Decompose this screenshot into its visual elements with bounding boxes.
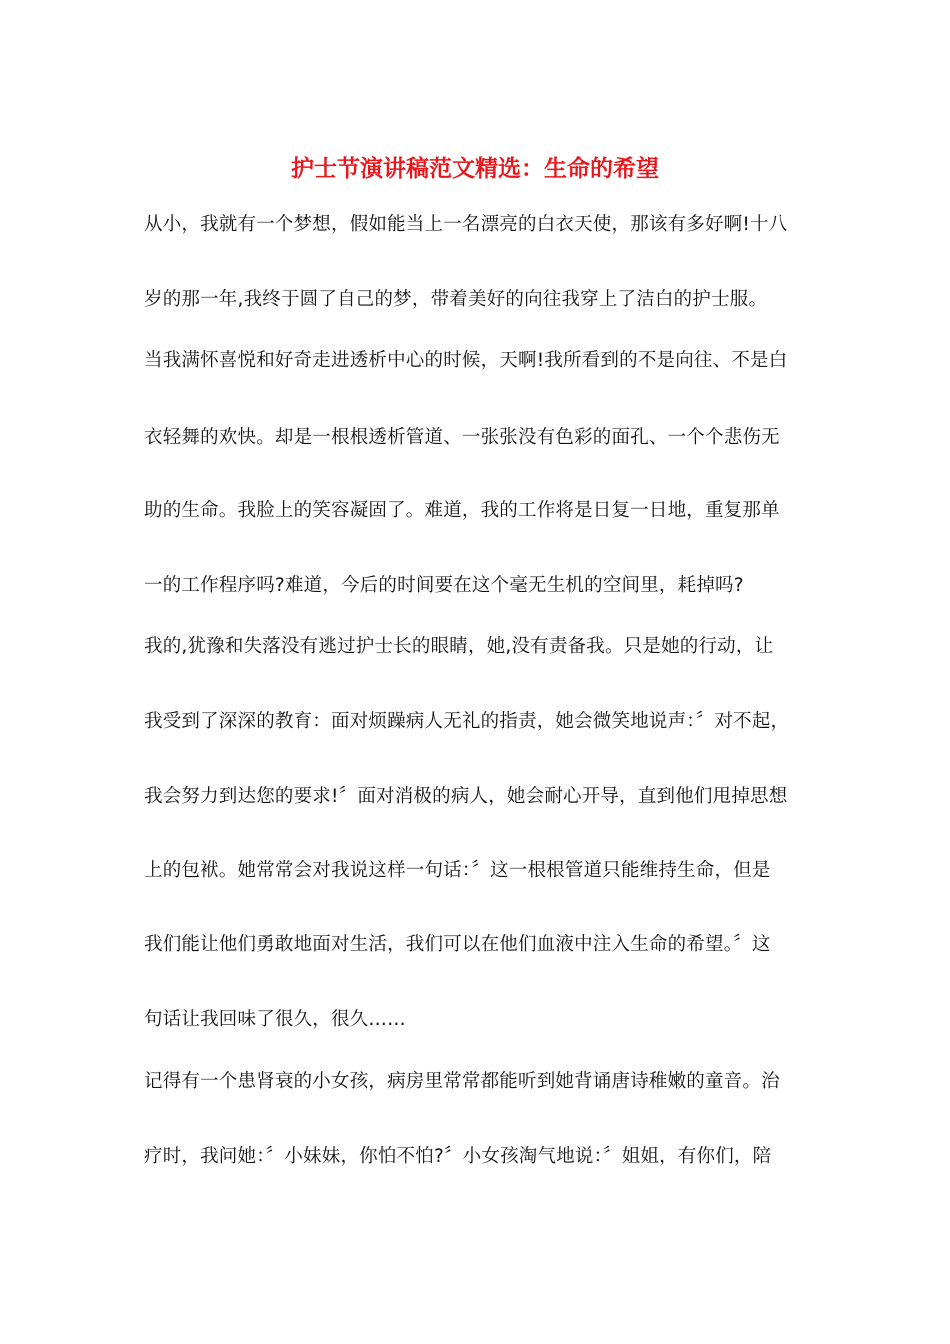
- body-line: 我会努力到达您的要求!〞面对消极的病人，她会耐心开导，直到他们甩掉思想: [144, 786, 788, 807]
- body-line: 我们能让他们勇敢地面对生活，我们可以在他们血液中注入生命的希望。〞这: [144, 934, 771, 955]
- body-line: 疗时，我问她：〞小妹妹，你怕不怕?〞小女孩淘气地说：〞姐姐，有你们，陪: [144, 1146, 772, 1167]
- body-line: 上的包袱。她常常会对我说这样一句话：〞这一根根管道只能维持生命，但是: [144, 860, 771, 881]
- body-line: 助的生命。我脸上的笑容凝固了。难道，我的工作将是日复一日地，重复那单: [144, 500, 780, 521]
- body-line: 从小，我就有一个梦想，假如能当上一名漂亮的白衣天使，那该有多好啊!十八: [144, 214, 788, 235]
- body-line: 衣轻舞的欢快。却是一根根透析管道、一张张没有色彩的面孔、一个个悲伤无: [144, 427, 780, 448]
- body-line: 岁的那一年,我终于圆了自己的梦，带着美好的向往我穿上了洁白的护士服。: [144, 289, 768, 310]
- document-title: 护士节演讲稿范文精选：生命的希望: [291, 155, 659, 182]
- body-line: 句话让我回味了很久，很久……: [144, 1009, 406, 1030]
- body-line: 我受到了深深的教育：面对烦躁病人无礼的指责，她会微笑地说声：〞对不起，: [144, 711, 790, 732]
- body-line: 记得有一个患肾衰的小女孩，病房里常常都能听到她背诵唐诗稚嫩的童音。治: [144, 1071, 780, 1092]
- body-line: 一的工作程序吗?难道，今后的时间要在这个毫无生机的空间里，耗掉吗?: [144, 575, 744, 596]
- body-line: 我的,犹豫和失落没有逃过护士长的眼睛，她,没有责备我。只是她的行动，让: [144, 636, 774, 657]
- body-line: 当我满怀喜悦和好奇走进透析中心的时候，天啊!我所看到的不是向往、不是白: [144, 350, 788, 371]
